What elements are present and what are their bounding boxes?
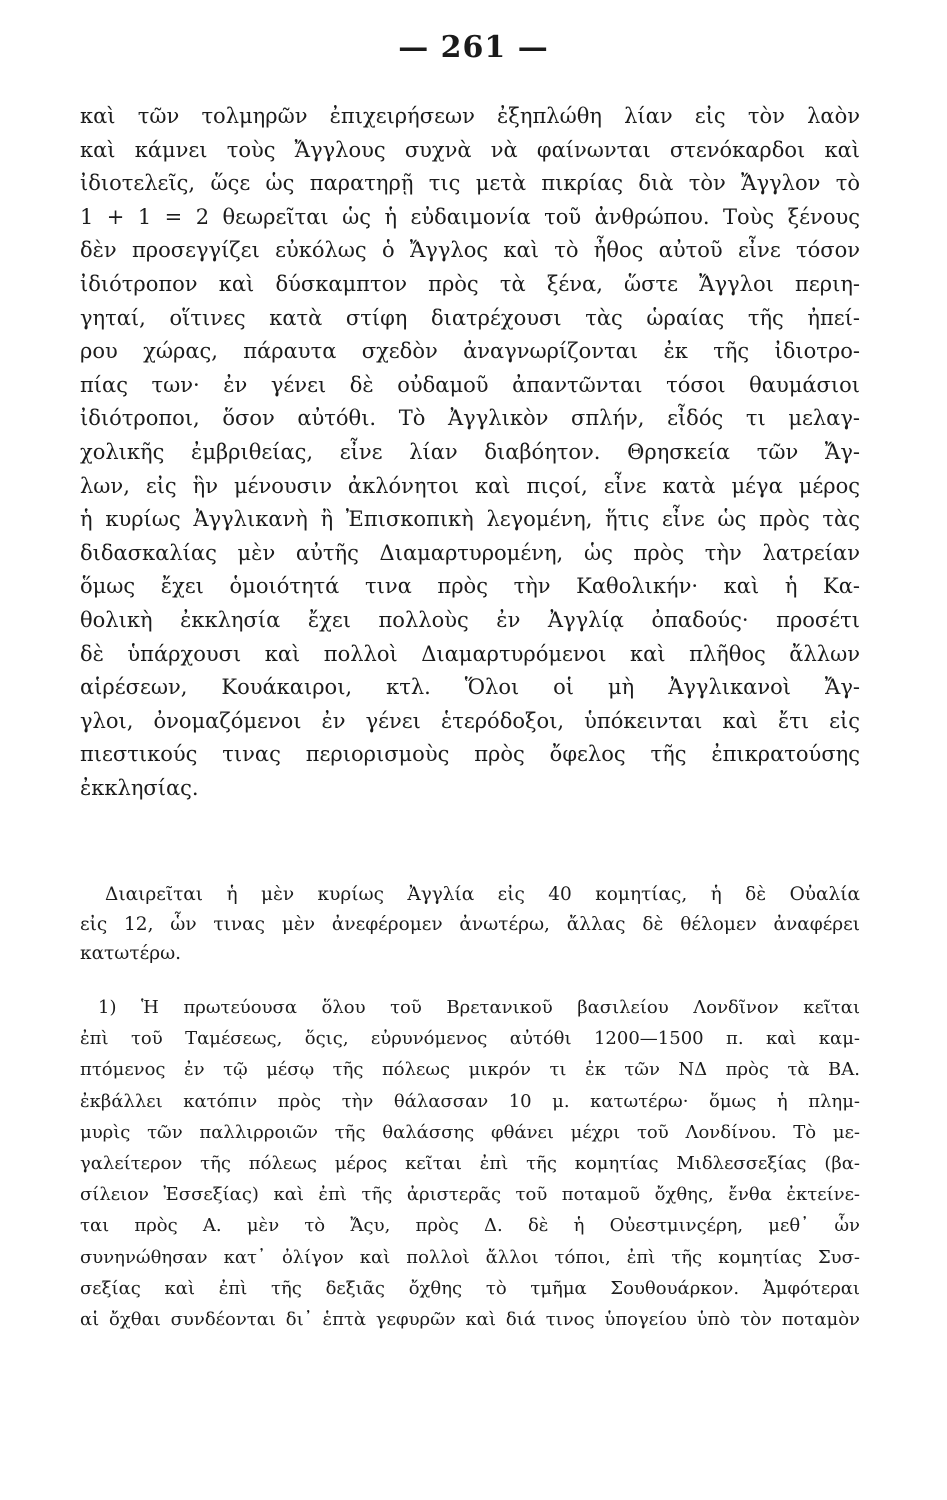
text-line: ἰδιότροπον καὶ δύσκαμπτον πρὸς τὰ ξένα, ὥστε Ἄγγλοι περιη-: [80, 271, 860, 296]
division-paragraph: [80, 880, 860, 969]
text-line: ἰδιοτελεῖς, ὥςε ὡς παρατηρῇ τις μετὰ πικρίας διὰ τὸν Ἄγγλον τὸ: [80, 171, 860, 196]
text-line: αἱρέσεων, Κουάκαιροι, κτλ. Ὅλοι οἱ μὴ Ἀγγλικανοὶ Ἄγ-: [80, 675, 860, 700]
text-line: καὶ κάμνει τοὺς Ἄγγλους συχνὰ νὰ φαίνωνται στενόκαρδοι καὶ: [80, 137, 860, 162]
text-line: θολικὴ ἐκκλησία ἔχει πολλοὺς ἐν Ἀγγλίᾳ ὀπαδούς· προσέτι: [80, 607, 860, 632]
text-line: καὶ τῶν τολμηρῶν ἐπιχειρήσεων ἐξηπλώθη λίαν εἰς τὸν λαὸν: [80, 104, 860, 128]
footnote-line: ται πρὸς Α. μὲν τὸ Ἄςυ, πρὸς Δ. δὲ ἡ Οὐεστμινςέρη, μεθ᾽ ὧν: [80, 1215, 860, 1237]
text-line: δὲν προσεγγίζει εὐκόλως ὁ Ἄγγλος καὶ τὸ ἦθος αὐτοῦ εἶνε τόσον: [80, 238, 860, 263]
footnote-line: ἐπὶ τοῦ Ταμέσεως, ὅςις, εὐρυνόμενος αὐτόθι 1200—1500 π. καὶ καμ-: [80, 1028, 860, 1050]
footnote-line: μυρὶς τῶν παλλιρροιῶν τῆς θαλάσσης φθάνει μέχρι τοῦ Λονδίνου. Τὸ με-: [80, 1121, 860, 1143]
text-line: ἐκκλησίας.: [80, 775, 199, 800]
footnote-line: πτόμενος ἐν τῷ μέσῳ τῆς πόλεως μικρόν τι ἐκ τῶν ΝΔ πρὸς τὰ ΒΑ.: [80, 1059, 860, 1081]
text-line: ὅμως ἔχει ὁμοιότητά τινα πρὸς τὴν Καθολικήν· καὶ ἡ Κα-: [80, 574, 860, 599]
footnote-line: σίλειον Ἐσσεξίας) καὶ ἐπὶ τῆς ἀριστερᾶς τοῦ ποταμοῦ ὄχθης, ἔνθα ἐκτείνε-: [80, 1184, 860, 1206]
text-line: Διαιρεῖται ἡ μὲν κυρίως Ἀγγλία εἰς 40 κομητίας, ἡ δὲ Οὐαλία: [105, 884, 860, 905]
text-line: λων, εἰς ἣν μένουσιν ἀκλόνητοι καὶ πιςοί, εἶνε κατὰ μέγα μέρος: [80, 473, 860, 498]
footnote-line: ἐκβάλλει κατόπιν πρὸς τὴν θάλασσαν 10 μ. κατωτέρω· ὅμως ἡ πλημ-: [80, 1090, 860, 1112]
text-line: διδασκαλίας μὲν αὐτῆς Διαμαρτυρομένη, ὡς πρὸς τὴν λατρείαν: [80, 540, 860, 565]
text-line: γηταί, οἵτινες κατὰ στίφη διατρέχουσι τὰς ὡραίας τῆς ἠπεί-: [80, 305, 860, 330]
text-line: εἰς 12, ὧν τινας μὲν ἀνεφέρομεν ἀνωτέρω, ἄλλας δὲ θέλομεν ἀναφέρει: [80, 913, 860, 935]
footnote-line: γαλείτερον τῆς πόλεως μέρος κεῖται ἐπὶ τῆς κομητίας Μιδλεσσεξίας (βα-: [80, 1152, 860, 1174]
footnote-line: συνηνώθησαν κατ᾽ ὀλίγον καὶ πολλοὶ ἄλλοι τόποι, ἐπὶ τῆς κομητίας Συσ-: [80, 1246, 860, 1268]
main-paragraph: [80, 100, 860, 805]
text-line: ἰδιότροποι, ὅσον αὐτόθι. Τὸ Ἀγγλικὸν σπλήν, εἶδός τι μελαγ-: [80, 406, 860, 431]
text-line: πίας των· ἐν γένει δὲ οὐδαμοῦ ἀπαντῶνται τόσοι θαυμάσιοι: [80, 372, 860, 397]
page-number: — 261 —: [398, 30, 549, 65]
footnote: [80, 992, 860, 1335]
text-line: πιεστικούς τινας περιορισμοὺς πρὸς ὄφελος τῆς ἐπικρατούσης: [80, 742, 860, 767]
footnote-line: 1) Ἡ πρωτεύουσα ὅλου τοῦ Βρετανικοῦ βασιλείου Λονδῖνον κεῖται: [98, 997, 860, 1018]
text-line: 1 + 1 = 2 θεωρεῖται ὡς ἡ εὐδαιμονία τοῦ ἀνθρώπου. Τοὺς ξένους: [80, 204, 860, 229]
text-line: δὲ ὑπάρχουσι καὶ πολλοὶ Διαμαρτυρόμενοι καὶ πλῆθος ἄλλων: [80, 641, 860, 666]
footnote-line: αἱ ὄχθαι συνδέονται δι᾽ ἑπτὰ γεφυρῶν καὶ διά τινος ὑπογείου ὑπὸ τὸν ποταμὸν: [80, 1308, 860, 1330]
text-line: γλοι, ὀνομαζόμενοι ἐν γένει ἑτερόδοξοι, ὑπόκεινται καὶ ἔτι εἰς: [80, 708, 860, 733]
footnote-line: σεξίας καὶ ἐπὶ τῆς δεξιᾶς ὄχθης τὸ τμῆμα Σουθουάρκον. Ἀμφότεραι: [80, 1277, 860, 1299]
text-line: ρου χώρας, πάραυτα σχεδὸν ἀναγνωρίζονται ἐκ τῆς ἰδιοτρο-: [80, 339, 860, 364]
text-line: χολικῆς ἐμβριθείας, εἶνε λίαν διαβόητον. Θρησκεία τῶν Ἄγ-: [80, 439, 860, 464]
text-line: ἡ κυρίως Ἀγγλικανὴ ἢ Ἐπισκοπικὴ λεγομένη, ἥτις εἶνε ὡς πρὸς τὰς: [80, 507, 860, 532]
text-line: κατωτέρω.: [80, 943, 182, 964]
